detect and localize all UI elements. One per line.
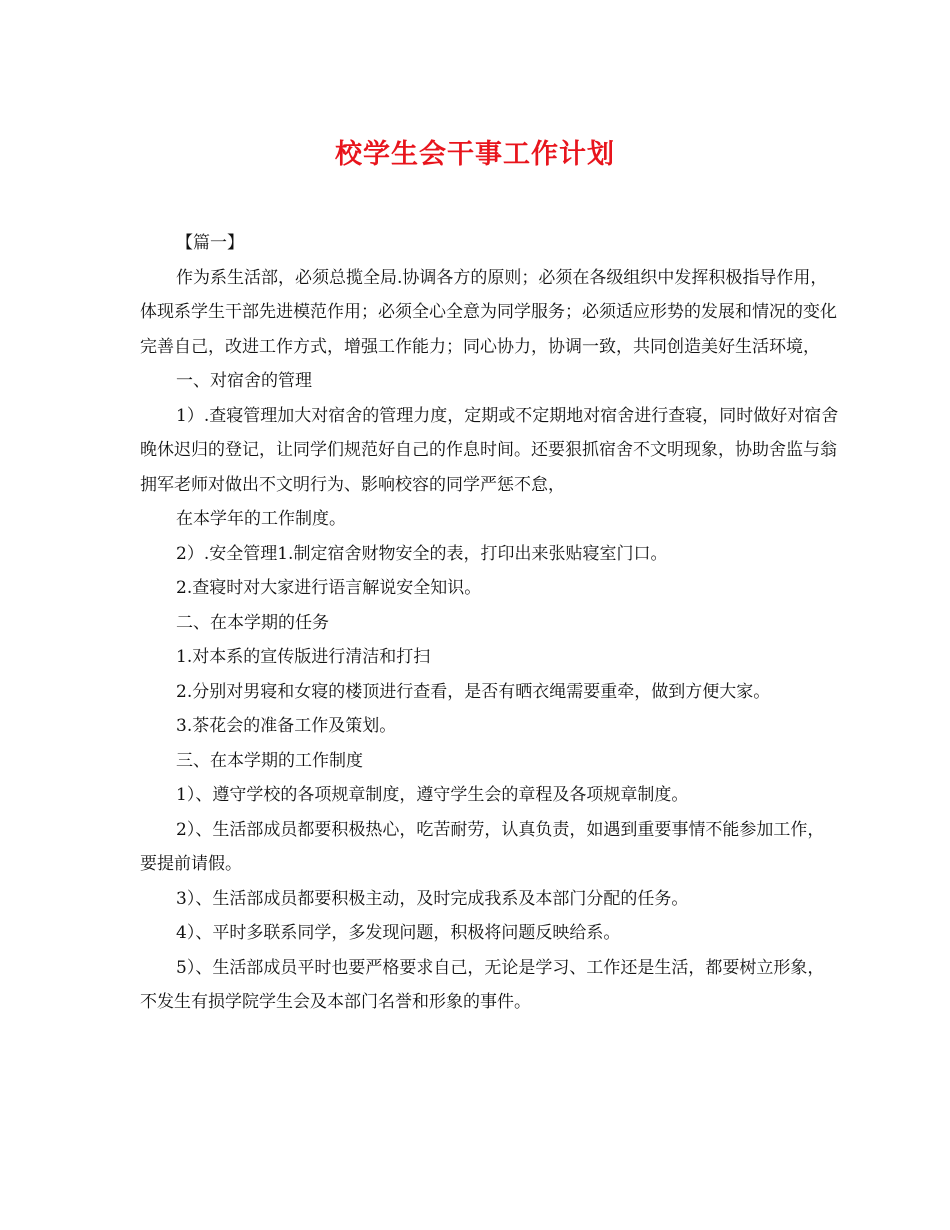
rule-item-4: 4）、平时多联系同学，多发现问题，积极将问题反映给系。 (176, 923, 621, 943)
rule-item-3: 3）、生活部成员都要积极主动，及时完成我系及本部门分配的任务。 (176, 888, 689, 909)
section-marker-paragraph: 【篇一】 (176, 233, 244, 253)
rule-item-2: 2）、生活部成员都要积极热心，吃苦耐劳，认真负责，如遇到重要事情不能参加工作，要提前请假。 (140, 819, 825, 874)
task-item-2: 2.分别对男寝和女寝的楼顶进行查看，是否有晒衣绳需要重牵，做到方便大家。 (176, 681, 771, 702)
task-item-1: 1.对本系的宣传版进行清洁和打扫 (176, 647, 431, 667)
document-body (140, 226, 840, 1020)
heading-dorm-management: 一、对宿舍的管理 (176, 371, 312, 391)
intro-paragraph: 作为系生活部，必须总揽全局.协调各方的原则；必须在各级组织中发挥积极指导作用，体现系学生干部先进模范作用；必须全心全意为同学服务；必须适应形势的发展和情况的变化完善自己，改进工作方式，增强工作能力；同心协力，协调一致，共同创造美好生活环境， (140, 267, 837, 357)
document-title: 校学生会干事工作计划 (335, 139, 615, 170)
heading-semester-tasks: 二、在本学期的任务 (176, 612, 329, 633)
safety-knowledge-paragraph: 2.查寝时对大家进行语言解说安全知识。 (176, 578, 482, 598)
heading-work-rules: 三、在本学期的工作制度 (176, 750, 363, 771)
dorm-inspection-paragraph: 1）.查寝管理加大对宿舍的管理力度，定期或不定期地对宿舍进行查寝，同时做好对宿舍晚休迟归的登记，让同学们规范好自己的作息时间。还要狠抓宿舍不文明现象，协助舍监与翁拥军老师对做出不文明行为、影响校容的同学严惩不怠， (140, 405, 839, 495)
rule-item-5: 5）、生活部成员平时也要严格要求自己，无论是学习、工作还是生活，都要树立形象，不发生有损学院学生会及本部门名誉和形象的事件。 (140, 957, 825, 1012)
yearly-system-paragraph: 在本学年的工作制度。 (176, 509, 346, 529)
task-item-3: 3.茶花会的准备工作及策划。 (176, 716, 397, 736)
safety-management-paragraph: 2）.安全管理1.制定宿舍财物安全的表，打印出来张贴寝室门口。 (176, 543, 668, 564)
rule-item-1: 1）、遵守学校的各项规章制度，遵守学生会的章程及各项规章制度。 (176, 785, 689, 805)
